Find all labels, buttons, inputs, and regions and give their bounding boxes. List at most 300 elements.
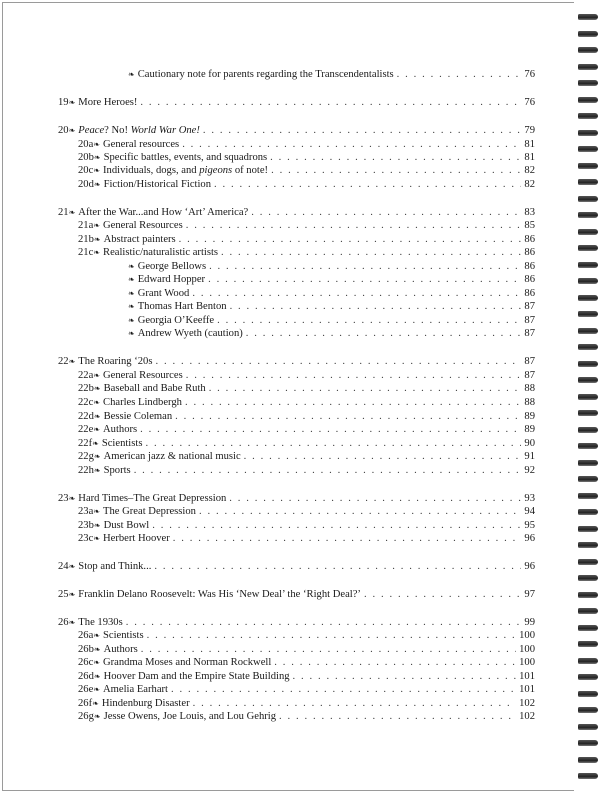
entry-text: World War One! [130,125,200,136]
section-number: 22e [78,424,94,435]
dot-leader [279,710,516,724]
entry-title [58,560,151,574]
fleuron-icon: ❧ [128,275,135,284]
toc-entry [78,683,535,697]
entry-title [78,246,218,260]
entry-text: Realistic/naturalistic artists [103,247,219,258]
entry-title [58,124,200,138]
binding-coil [578,311,598,317]
page-number: 88 [524,397,535,408]
entry-text: The Roaring ‘20s [78,356,153,367]
toc-entry [78,164,535,178]
dot-leader [270,151,521,165]
dot-leader [221,246,521,260]
binding-coil [578,443,598,449]
binding-coil [578,509,598,515]
page-number: 86 [524,234,535,245]
entry-title [78,151,267,165]
binding-coil [578,245,598,251]
binding-coil [578,212,598,218]
page-number: 89 [524,411,535,422]
entry-title [78,464,131,478]
binding-coil [578,344,598,350]
page-number: 91 [524,451,535,462]
fleuron-icon: ❧ [93,221,100,230]
section-number: 23 [58,493,69,504]
entry-text: pigeons [199,165,233,176]
fleuron-icon: ❧ [93,425,100,434]
page-number: 82 [524,179,535,190]
entry-text: Baseball and Babe Ruth [103,383,206,394]
page-number: 100 [519,657,535,668]
toc-entry [78,656,535,670]
page-number: 90 [524,438,535,449]
entry-text: of note! [232,165,269,176]
dot-leader [186,219,522,233]
entry-text: After the War...and How ‘Art’ America? [78,207,249,218]
page-number: 94 [524,506,535,517]
entry-title [78,629,144,643]
binding-coil [578,641,598,647]
toc-entry [78,450,535,464]
section-number: 22c [78,397,94,408]
dot-leader [230,300,522,314]
entry-text: Dust Bowl [103,520,150,531]
entry-text: ? No! [104,125,131,136]
dot-leader [246,327,522,341]
dot-leader [229,492,521,506]
page-number: 96 [524,561,535,572]
toc-entry [58,492,535,506]
toc-entry [78,505,535,519]
binding-coil [578,460,598,466]
fleuron-icon: ❧ [93,712,101,721]
entry-title [78,437,142,451]
toc-entry [78,519,535,533]
fleuron-icon: ❧ [93,412,101,421]
section-number: 23a [78,506,94,517]
page-number: 100 [519,630,535,641]
binding-coil [578,757,598,763]
toc-entry [78,710,535,724]
binding-coil [578,707,598,713]
page-number: 86 [524,274,535,285]
page-number: 92 [524,465,535,476]
fleuron-icon: ❧ [68,562,76,571]
page-number: 85 [524,220,535,231]
entry-text: Fiction/Historical Fiction [103,179,211,190]
section-number: 21b [78,234,94,245]
entry-title [78,656,271,670]
section-number: 22d [78,411,94,422]
binding-coil [578,80,598,86]
entry-text: Amelia Earhart [103,684,169,695]
dot-leader [147,629,516,643]
toc-entry [128,68,535,82]
page-number: 81 [524,152,535,163]
dot-leader [244,450,522,464]
entry-title [58,355,152,369]
entry-title [78,423,137,437]
binding-coil [578,476,598,482]
entry-text: Abstract painters [103,234,176,245]
section-number: 23c [78,533,94,544]
binding-coil [578,113,598,119]
page-number: 89 [524,424,535,435]
entry-title [128,260,206,274]
fleuron-icon: ❧ [68,494,76,503]
dot-leader [185,396,521,410]
entry-text: Jesse Owens, Joe Louis, and Lou Gehrig [103,711,277,722]
binding-coil [578,377,598,383]
entry-text: American jazz & national music [103,451,241,462]
page-number: 76 [524,69,535,80]
page-number: 101 [519,684,535,695]
fleuron-icon: ❧ [93,658,100,667]
entry-text: Peace [78,125,105,136]
page-number: 99 [524,617,535,628]
fleuron-icon: ❧ [128,262,135,271]
entry-text: Authors [103,424,138,435]
fleuron-icon: ❧ [93,153,101,162]
dot-leader [145,437,521,451]
section-number: 26b [78,644,94,655]
fleuron-icon: ❧ [68,126,76,135]
dot-leader [208,273,521,287]
dot-leader [154,560,521,574]
entry-text: Hindenburg Disaster [101,698,190,709]
entry-title [78,450,241,464]
toc-entry [128,273,535,287]
entry-title [128,287,189,301]
entry-title [78,519,149,533]
binding-coil [578,262,598,268]
dot-leader [141,643,516,657]
toc-entry [128,300,535,314]
fleuron-icon: ❧ [93,507,100,516]
fleuron-icon: ❧ [93,631,100,640]
entry-title [78,219,183,233]
section-number: 22b [78,383,94,394]
fleuron-icon: ❧ [93,248,100,257]
entry-title [78,369,183,383]
dot-leader [140,96,521,110]
dot-leader [179,233,522,247]
entry-text: Thomas Hart Benton [137,301,227,312]
toc-entry [128,327,535,341]
toc-entry [128,287,535,301]
section-number: 26c [78,657,94,668]
binding-coil [578,427,598,433]
binding-coil [578,163,598,169]
binding-coil [578,31,598,37]
binding-coil [578,740,598,746]
toc-entry [78,629,535,643]
entry-text: General resources [103,139,180,150]
fleuron-icon: ❧ [68,357,76,366]
entry-text: Herbert Hoover [103,533,170,544]
toc-entry [58,616,535,630]
section-number: 26a [78,630,94,641]
binding-coil [578,64,598,70]
toc-entry [58,206,535,220]
entry-title [128,68,394,82]
entry-text: More Heroes! [78,97,138,108]
entry-text: Authors [103,644,138,655]
fleuron-icon: ❧ [68,208,76,217]
binding-coil [578,394,598,400]
dot-leader [134,464,522,478]
section-number: 22h [78,465,94,476]
entry-text: Andrew Wyeth (caution) [137,328,243,339]
page-number: 87 [524,301,535,312]
section-number: 19 [58,97,69,108]
toc-entry [78,643,535,657]
dot-leader [182,138,521,152]
binding-coil [578,278,598,284]
toc-entry [78,410,535,424]
fleuron-icon: ❧ [68,590,76,599]
entry-text: George Bellows [137,261,207,272]
entry-title [78,382,206,396]
dot-leader [209,260,521,274]
entry-title [58,492,226,506]
toc-entry [78,423,535,437]
section-number: 21a [78,220,94,231]
toc-entry [78,369,535,383]
dot-leader [214,178,521,192]
binding-coil [578,674,598,680]
section-number: 26d [78,671,94,682]
binding-coil [578,97,598,103]
section-number: 20a [78,139,94,150]
fleuron-icon: ❧ [68,98,76,107]
binding-coil [578,196,598,202]
entry-text: Hard Times–The Great Depression [78,493,227,504]
fleuron-icon: ❧ [128,289,135,298]
entry-title [78,396,182,410]
fleuron-icon: ❧ [93,140,100,149]
entry-text: Stop and Think... [78,561,152,572]
binding-coil [578,47,598,53]
page-number: 87 [524,370,535,381]
section-number: 25 [58,589,69,600]
section-number: 21 [58,207,69,218]
binding-coil [578,410,598,416]
toc-entry [78,382,535,396]
section-number: 26f [78,698,93,709]
fleuron-icon: ❧ [93,398,100,407]
entry-text: Grant Wood [137,288,190,299]
page-number: 86 [524,288,535,299]
entry-text: Franklin Delano Roosevelt: Was His ‘New Deal’ the ‘Right Deal?’ [78,589,361,600]
entry-text: Georgia O’Keeffe [137,315,215,326]
entry-text: Individuals, dogs, and [103,165,200,176]
fleuron-icon: ❧ [92,699,99,708]
toc-entry [128,314,535,328]
fleuron-icon: ❧ [93,371,100,380]
toc-entry [78,437,535,451]
page-number: 87 [524,328,535,339]
entry-text: Hoover Dam and the Empire State Building [103,671,290,682]
section-number: 22 [58,356,69,367]
section-number: 26e [78,684,94,695]
binding-coil [578,559,598,565]
page-number: 102 [519,711,535,722]
dot-leader [203,124,521,138]
toc-entry [78,233,535,247]
binding-coil [578,773,598,779]
toc-entry [78,396,535,410]
toc-entry [78,670,535,684]
fleuron-icon: ❧ [93,166,100,175]
fleuron-icon: ❧ [93,521,101,530]
page-number: 87 [524,356,535,367]
toc-entry [78,697,535,711]
entry-title [78,670,290,684]
entry-title [78,505,196,519]
binding-coil [578,592,598,598]
dot-leader [140,423,521,437]
spiral-binding [576,14,600,792]
entry-title [78,138,179,152]
toc-entry [78,219,535,233]
toc-entry [78,178,535,192]
binding-coil [578,295,598,301]
section-number: 21c [78,247,94,258]
binding-coil [578,361,598,367]
toc-entry [58,560,535,574]
dot-leader [271,164,521,178]
page-number: 79 [524,125,535,136]
dot-leader [152,519,521,533]
dot-leader [175,410,521,424]
binding-coil [578,691,598,697]
toc-entry [58,124,535,138]
binding-coil [578,493,598,499]
fleuron-icon: ❧ [93,180,101,189]
toc-entry [78,138,535,152]
dot-leader [199,505,521,519]
entry-title [78,710,276,724]
dot-leader [173,532,522,546]
entry-title [78,164,268,178]
entry-title [58,616,123,630]
dot-leader [251,206,521,220]
toc-entry [78,464,535,478]
page-number: 81 [524,139,535,150]
entry-text: Cautionary note for parents regarding the Transcendentalists [137,69,394,80]
entry-title [128,327,243,341]
entry-text: Scientists [103,630,144,641]
binding-coil [578,328,598,334]
entry-title [78,178,211,192]
page-number: 86 [524,247,535,258]
entry-text: Charles Lindbergh [103,397,182,408]
entry-text: The Great Depression [103,506,196,517]
section-number: 20d [78,179,94,190]
dot-leader [397,68,522,82]
entry-title [128,300,227,314]
binding-coil [578,526,598,532]
entry-title [78,233,176,247]
fleuron-icon: ❧ [128,329,135,338]
section-number: 22f [78,438,93,449]
toc-entry [58,588,535,602]
binding-coil [578,229,598,235]
toc-entry [128,260,535,274]
dot-leader [126,616,522,630]
dot-leader [192,287,521,301]
section-number: 26g [78,711,94,722]
page-number: 86 [524,261,535,272]
page-number: 88 [524,383,535,394]
binding-coil [578,575,598,581]
fleuron-icon: ❧ [92,439,99,448]
dot-leader [186,369,522,383]
dot-leader [155,355,521,369]
entry-title [58,588,361,602]
entry-title [128,273,205,287]
entry-text: Grandma Moses and Norman Rockwell [103,657,272,668]
fleuron-icon: ❧ [128,302,135,311]
entry-title [78,697,190,711]
binding-coil [578,146,598,152]
page-number: 82 [524,165,535,176]
section-number: 20 [58,125,69,136]
binding-coil [578,608,598,614]
binding-coil [578,658,598,664]
page-number: 102 [519,698,535,709]
dot-leader [274,656,516,670]
section-number: 22a [78,370,94,381]
page-number: 96 [524,533,535,544]
entry-title [58,96,137,110]
section-number: 26 [58,617,69,628]
entry-text: General Resources [103,220,183,231]
section-number: 20c [78,165,94,176]
toc-entry [78,532,535,546]
section-number: 22g [78,451,94,462]
fleuron-icon: ❧ [93,384,101,393]
dot-leader [209,382,522,396]
toc-entry [78,246,535,260]
binding-coil [578,542,598,548]
toc-entry [78,151,535,165]
page-number: 83 [524,207,535,218]
fleuron-icon: ❧ [93,452,101,461]
binding-coil [578,625,598,631]
fleuron-icon: ❧ [68,618,76,627]
fleuron-icon: ❧ [93,235,101,244]
entry-text: Edward Hopper [137,274,206,285]
page-number: 97 [524,589,535,600]
entry-text: Bessie Coleman [103,411,173,422]
binding-coil [578,130,598,136]
dot-leader [171,683,516,697]
fleuron-icon: ❧ [93,645,101,654]
fleuron-icon: ❧ [93,672,101,681]
entry-title [58,206,248,220]
page-number: 100 [519,644,535,655]
entry-text: Scientists [101,438,143,449]
section-number: 24 [58,561,69,572]
fleuron-icon: ❧ [93,466,101,475]
page-number: 87 [524,315,535,326]
page-number: 93 [524,493,535,504]
section-number: 23b [78,520,94,531]
entry-title [78,643,138,657]
